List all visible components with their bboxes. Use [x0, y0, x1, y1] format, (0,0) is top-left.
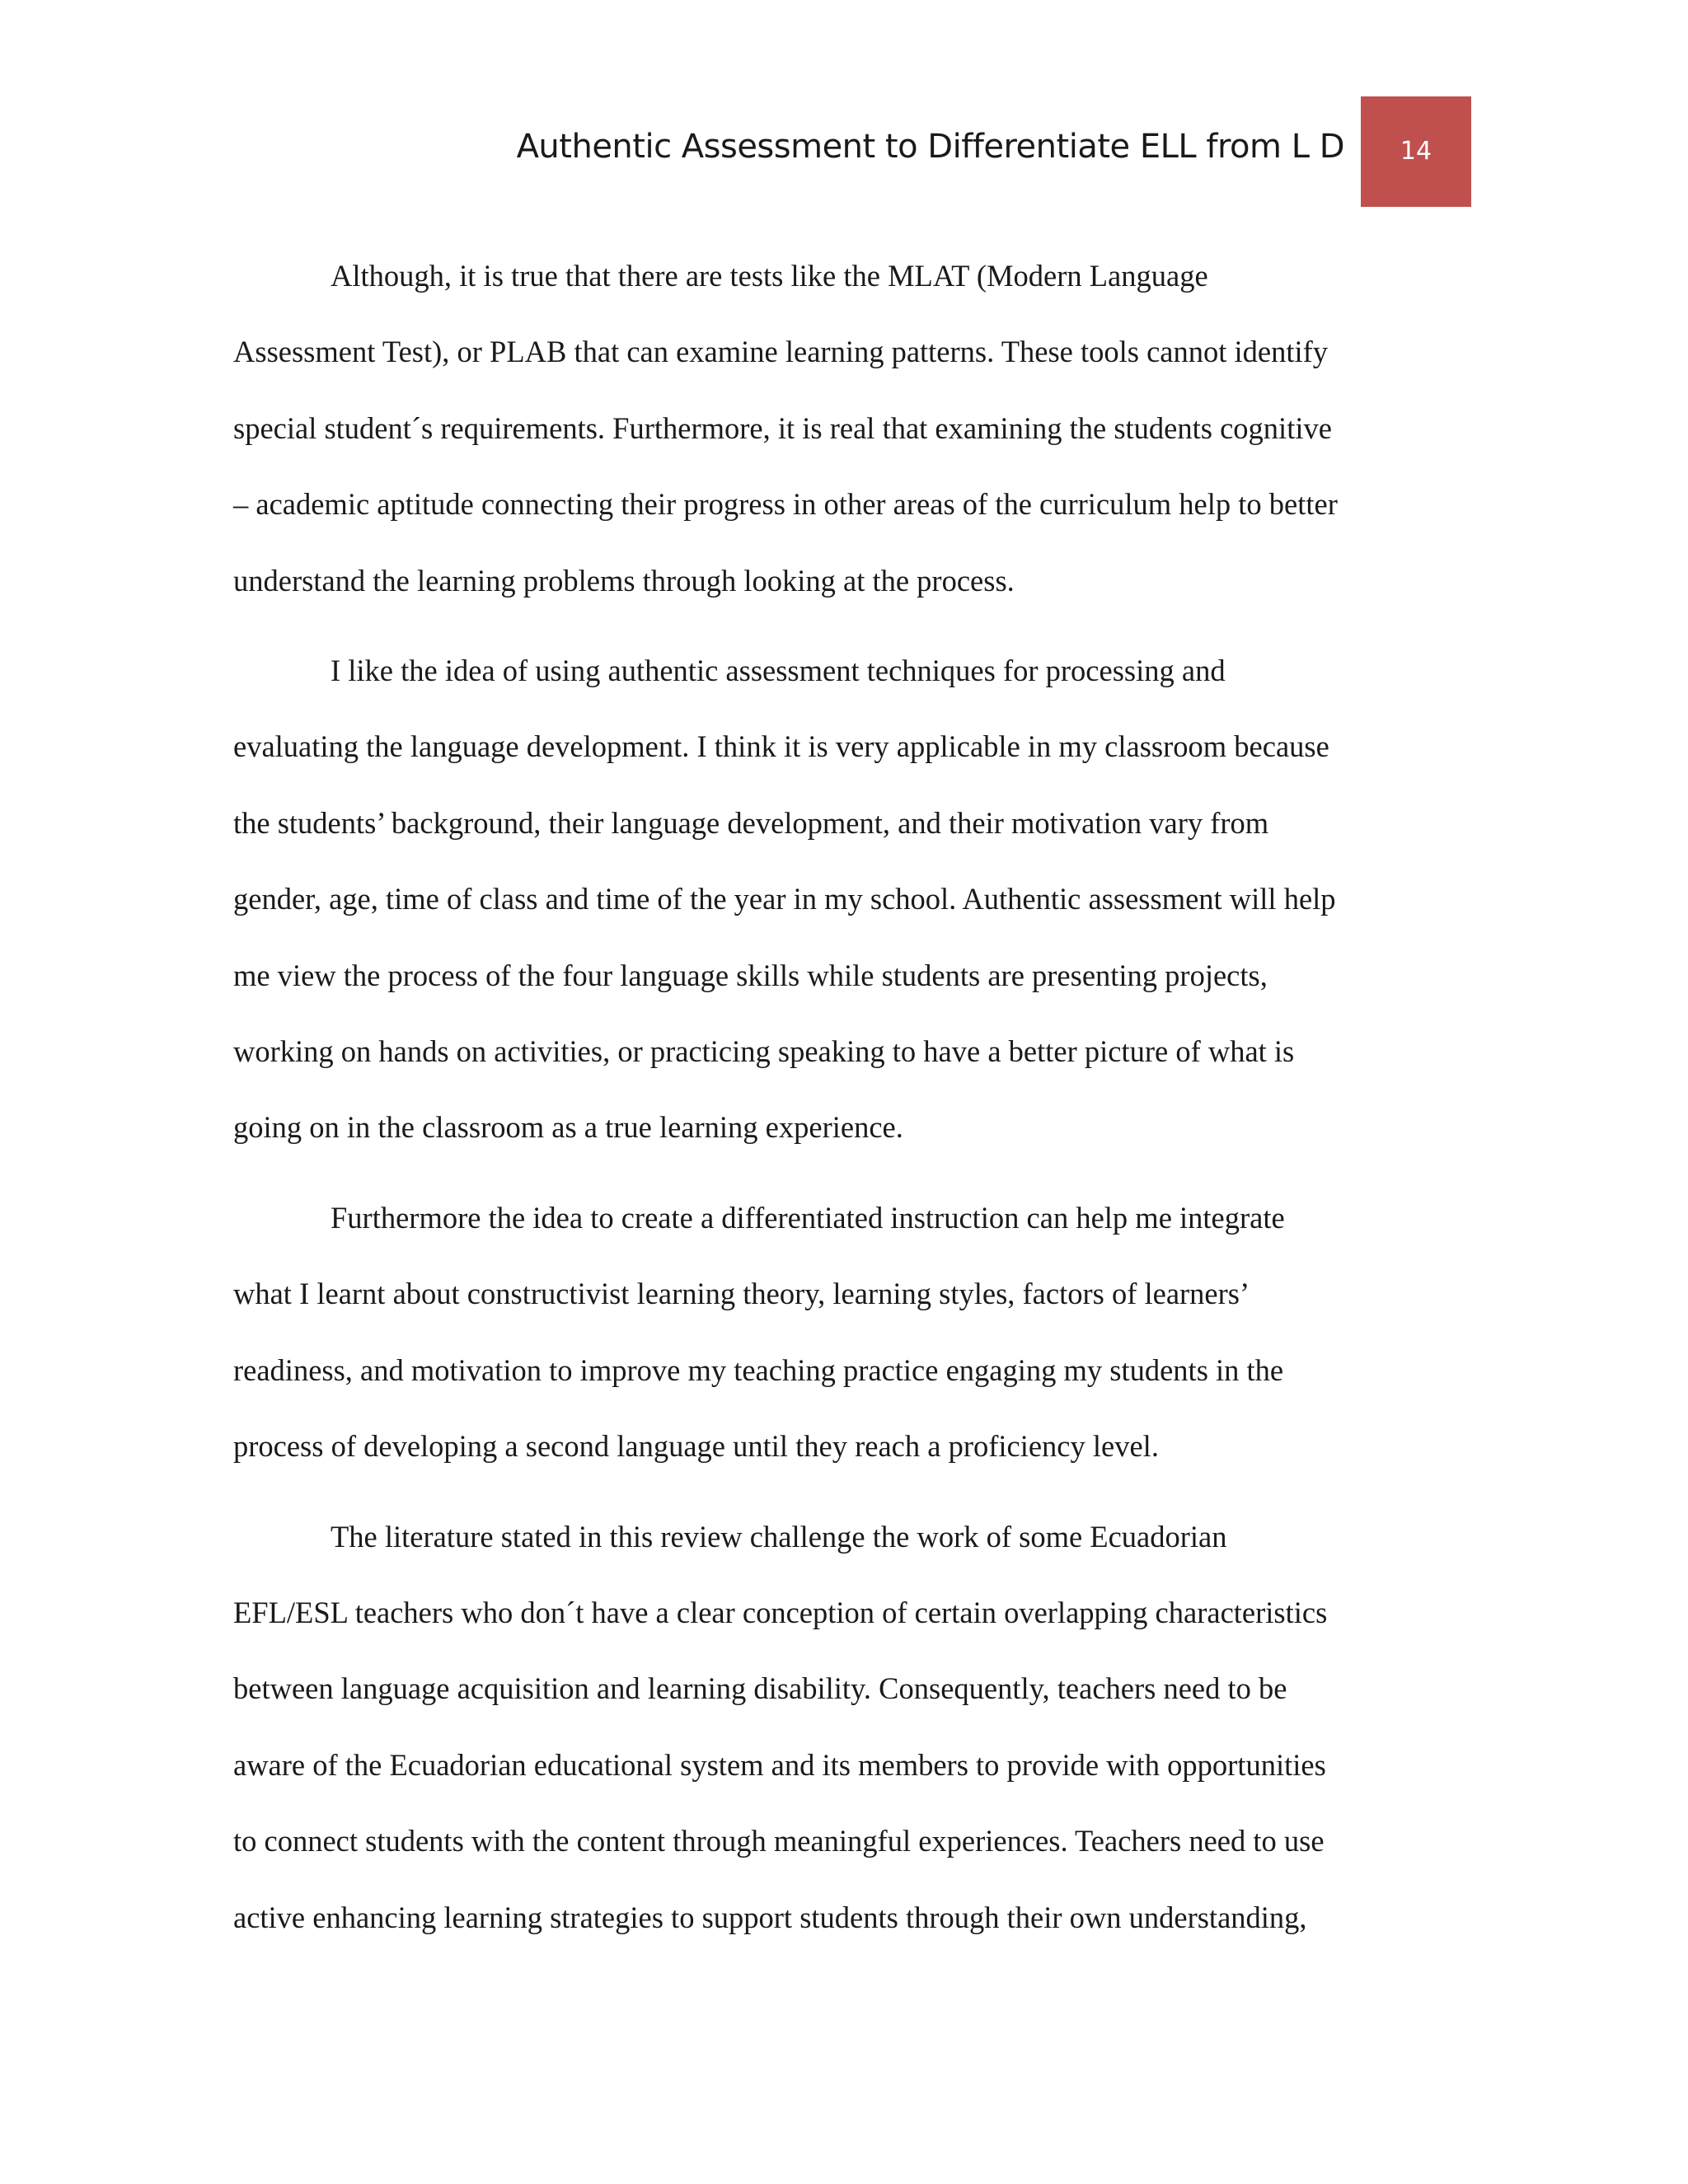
text-line: evaluating the language development. I think it is very applicable in my classroom because [233, 729, 1329, 764]
text-line: aware of the Ecuadorian educational system and its members to provide with opportunities [233, 1747, 1326, 1782]
paragraph [233, 238, 1453, 619]
text-line: me view the process of the four language skills while students are presenting projects, [233, 958, 1268, 992]
text-line: I like the idea of using authentic assessment techniques for processing and [331, 654, 1226, 688]
text-line: to connect students with the content through meaningful experiences. Teachers need to use [233, 1824, 1325, 1858]
text-line: understand the learning problems through looking at the process. [233, 563, 1015, 598]
text-line: going on in the classroom as a true learning experience. [233, 1110, 903, 1145]
text-line: gender, age, time of class and time of the year in my school. Authentic assessment will help [233, 882, 1336, 916]
text-line: special student´s requirements. Furthermore, it is real that examining the students cognitive [233, 410, 1332, 445]
page-number-badge: 14 [1361, 96, 1471, 207]
paragraph [233, 1180, 1453, 1485]
paragraph [233, 1499, 1453, 1956]
text-line: Furthermore the idea to create a differentiated instruction can help me integrate [331, 1200, 1285, 1235]
text-line: active enhancing learning strategies to support students through their own understanding, [233, 1900, 1307, 1934]
text-line: the students’ background, their language development, and their motivation vary from [233, 805, 1269, 840]
running-header-title: Authentic Assessment to Differentiate ELL from L D [516, 128, 1344, 166]
text-line: working on hands on activities, or practicing speaking to have a better picture of what is [233, 1034, 1295, 1069]
text-line: Although, it is true that there are tests like the MLAT (Modern Language [331, 259, 1208, 293]
document-body [233, 238, 1453, 1970]
text-line: readiness, and motivation to improve my teaching practice engaging my students in the [233, 1352, 1284, 1387]
text-line: what I learnt about constructivist learning theory, learning styles, factors of learners’ [233, 1277, 1250, 1311]
text-line: process of developing a second language until they reach a proficiency level. [233, 1429, 1159, 1464]
text-line: The literature stated in this review challenge the work of some Ecuadorian [331, 1519, 1227, 1554]
text-line: – academic aptitude connecting their progress in other areas of the curriculum help to better [233, 487, 1338, 522]
text-line: between language acquisition and learning disability. Consequently, teachers need to be [233, 1671, 1287, 1706]
paragraph [233, 633, 1453, 1166]
text-line: Assessment Test), or PLAB that can examine learning patterns. These tools cannot identify [233, 335, 1329, 369]
text-line: EFL/ESL teachers who don´t have a clear conception of certain overlapping characteristics [233, 1595, 1328, 1629]
